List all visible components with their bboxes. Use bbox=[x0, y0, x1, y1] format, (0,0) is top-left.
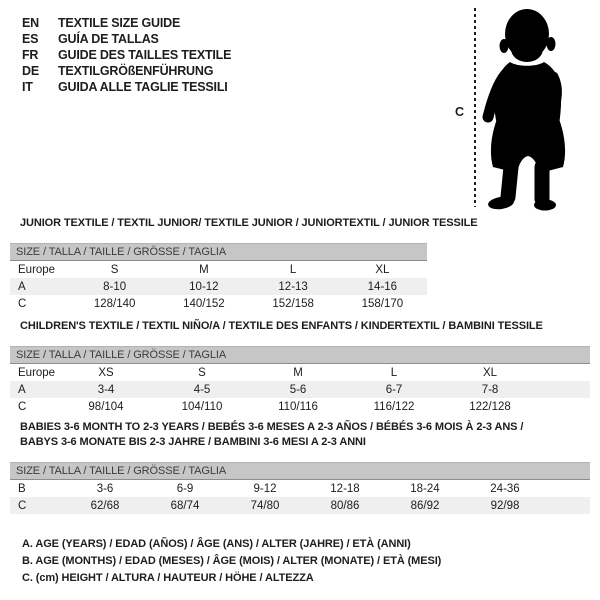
spacer-cell bbox=[538, 364, 590, 382]
children-table-title: CHILDREN'S TEXTILE / TEXTIL NIÑO/A / TEXTILE DES ENFANTS / KINDERTEXTIL / BAMBINI TESSILE bbox=[20, 320, 543, 332]
table-row bbox=[10, 364, 590, 382]
row-label: B bbox=[18, 482, 26, 495]
spacer-cell bbox=[545, 497, 590, 514]
spacer-cell bbox=[545, 480, 590, 498]
cell: 6-7 bbox=[385, 383, 403, 396]
cell: 9-12 bbox=[253, 482, 277, 495]
cell: L bbox=[390, 366, 398, 379]
lang-row-es bbox=[22, 31, 231, 47]
babies-size-table bbox=[10, 462, 590, 514]
height-measure-label: C bbox=[455, 105, 465, 119]
cell: 4-5 bbox=[193, 383, 211, 396]
lang-code: FR bbox=[22, 48, 39, 62]
lang-code: EN bbox=[22, 16, 39, 30]
cell: 74/80 bbox=[250, 499, 280, 512]
footnote-c: C. (cm) HEIGHT / ALTURA / HAUTEUR / HÖHE / ALTEZZA bbox=[22, 572, 314, 584]
language-title-list bbox=[22, 15, 231, 95]
cell: 152/158 bbox=[272, 297, 314, 310]
cell: 3-4 bbox=[97, 383, 115, 396]
children-size-table bbox=[10, 346, 590, 415]
cell: L bbox=[289, 263, 297, 276]
children-table-section bbox=[10, 319, 590, 415]
table-row bbox=[10, 381, 590, 398]
cell: 116/122 bbox=[373, 400, 415, 413]
row-label: A bbox=[18, 383, 26, 396]
table-row bbox=[10, 497, 590, 514]
cell: 158/170 bbox=[361, 297, 404, 310]
cell: S bbox=[110, 263, 119, 276]
cell: 3-6 bbox=[96, 482, 114, 495]
cell: XS bbox=[98, 366, 114, 379]
cell: 10-12 bbox=[189, 280, 219, 293]
cell: 12-13 bbox=[278, 280, 308, 293]
row-label: A bbox=[18, 280, 26, 293]
cell: XL bbox=[482, 366, 498, 379]
cell: 24-36 bbox=[490, 482, 520, 495]
cell: XL bbox=[375, 263, 390, 276]
cell: 86/92 bbox=[410, 499, 440, 512]
row-label: C bbox=[18, 499, 27, 512]
cell: 110/116 bbox=[278, 400, 318, 413]
cell: 80/86 bbox=[330, 499, 360, 512]
table-row bbox=[10, 261, 427, 279]
lang-row-fr bbox=[22, 47, 231, 63]
size-header-row: SIZE / TALLA / TAILLE / GRÖSSE / TAGLIA bbox=[10, 347, 590, 364]
footnotes bbox=[22, 536, 441, 587]
baby-silhouette-icon bbox=[477, 7, 579, 212]
cell: 98/104 bbox=[88, 400, 124, 413]
junior-size-table bbox=[10, 243, 427, 312]
table-row bbox=[10, 295, 427, 312]
lang-label: GUÍA DE TALLAS bbox=[58, 32, 159, 46]
cell: 12-18 bbox=[330, 482, 360, 495]
row-label: C bbox=[18, 400, 27, 413]
lang-row-en bbox=[22, 15, 231, 31]
cell: 62/68 bbox=[90, 499, 120, 512]
lang-code: IT bbox=[22, 80, 33, 94]
junior-table-title: JUNIOR TEXTILE / TEXTIL JUNIOR/ TEXTILE JUNIOR / JUNIORTEXTIL / JUNIOR TESSILE bbox=[20, 217, 478, 229]
row-label: C bbox=[18, 297, 27, 310]
lang-label: TEXTILGRÖßENFÜHRUNG bbox=[58, 64, 214, 78]
cell: 140/152 bbox=[183, 297, 225, 310]
cell: M bbox=[199, 263, 209, 276]
lang-code: ES bbox=[22, 32, 39, 46]
cell: 92/98 bbox=[490, 499, 520, 512]
spacer-cell bbox=[538, 398, 590, 415]
lang-row-it bbox=[22, 79, 231, 95]
row-label: Europe bbox=[18, 263, 56, 276]
lang-row-de bbox=[22, 63, 231, 79]
cell: 8-10 bbox=[103, 280, 127, 293]
cell: S bbox=[198, 366, 206, 379]
spacer-cell bbox=[538, 381, 590, 398]
lang-label: TEXTILE SIZE GUIDE bbox=[58, 16, 181, 30]
table-row bbox=[10, 278, 427, 295]
babies-table-title-line1: BABIES 3-6 MONTH TO 2-3 YEARS / BEBÉS 3-6 MESES A 2-3 AÑOS / BÉBÉS 3-6 MOIS À 2-3 ANS / bbox=[20, 421, 524, 433]
size-header-row: SIZE / TALLA / TAILLE / GRÖSSE / TAGLIA bbox=[10, 244, 427, 261]
cell: 5-6 bbox=[289, 383, 307, 396]
lang-label: GUIDA ALLE TAGLIE TESSILI bbox=[58, 80, 228, 94]
row-label: Europe bbox=[18, 366, 56, 379]
cell: 128/140 bbox=[93, 297, 136, 310]
babies-table-title-line2: BABYS 3-6 MONATE BIS 2-3 JAHRE / BAMBINI 3-6 MESI A 2-3 ANNI bbox=[20, 436, 366, 448]
table-row bbox=[10, 480, 590, 498]
footnote-b: B. AGE (MONTHS) / EDAD (MESES) / ÂGE (MOIS) / ALTER (MONATE) / ETÀ (MESI) bbox=[22, 555, 442, 567]
cell: M bbox=[293, 366, 303, 379]
cell: 6-9 bbox=[176, 482, 194, 495]
cell: 104/110 bbox=[181, 400, 223, 413]
babies-table-section bbox=[10, 420, 590, 514]
footnote-a: A. AGE (YEARS) / EDAD (AÑOS) / ÂGE (ANS) / ALTER (JAHRE) / ETÀ (ANNI) bbox=[22, 538, 411, 550]
cell: 122/128 bbox=[469, 400, 511, 413]
junior-table-section bbox=[10, 216, 478, 312]
cell: 68/74 bbox=[170, 499, 200, 512]
height-dashed-line bbox=[474, 8, 476, 207]
size-header-row: SIZE / TALLA / TAILLE / GRÖSSE / TAGLIA bbox=[10, 463, 590, 480]
cell: 7-8 bbox=[481, 383, 499, 396]
lang-code: DE bbox=[22, 64, 39, 78]
cell: 18-24 bbox=[410, 482, 440, 495]
lang-label: GUIDE DES TAILLES TEXTILE bbox=[58, 48, 232, 62]
cell: 14-16 bbox=[367, 280, 398, 293]
table-row bbox=[10, 398, 590, 415]
